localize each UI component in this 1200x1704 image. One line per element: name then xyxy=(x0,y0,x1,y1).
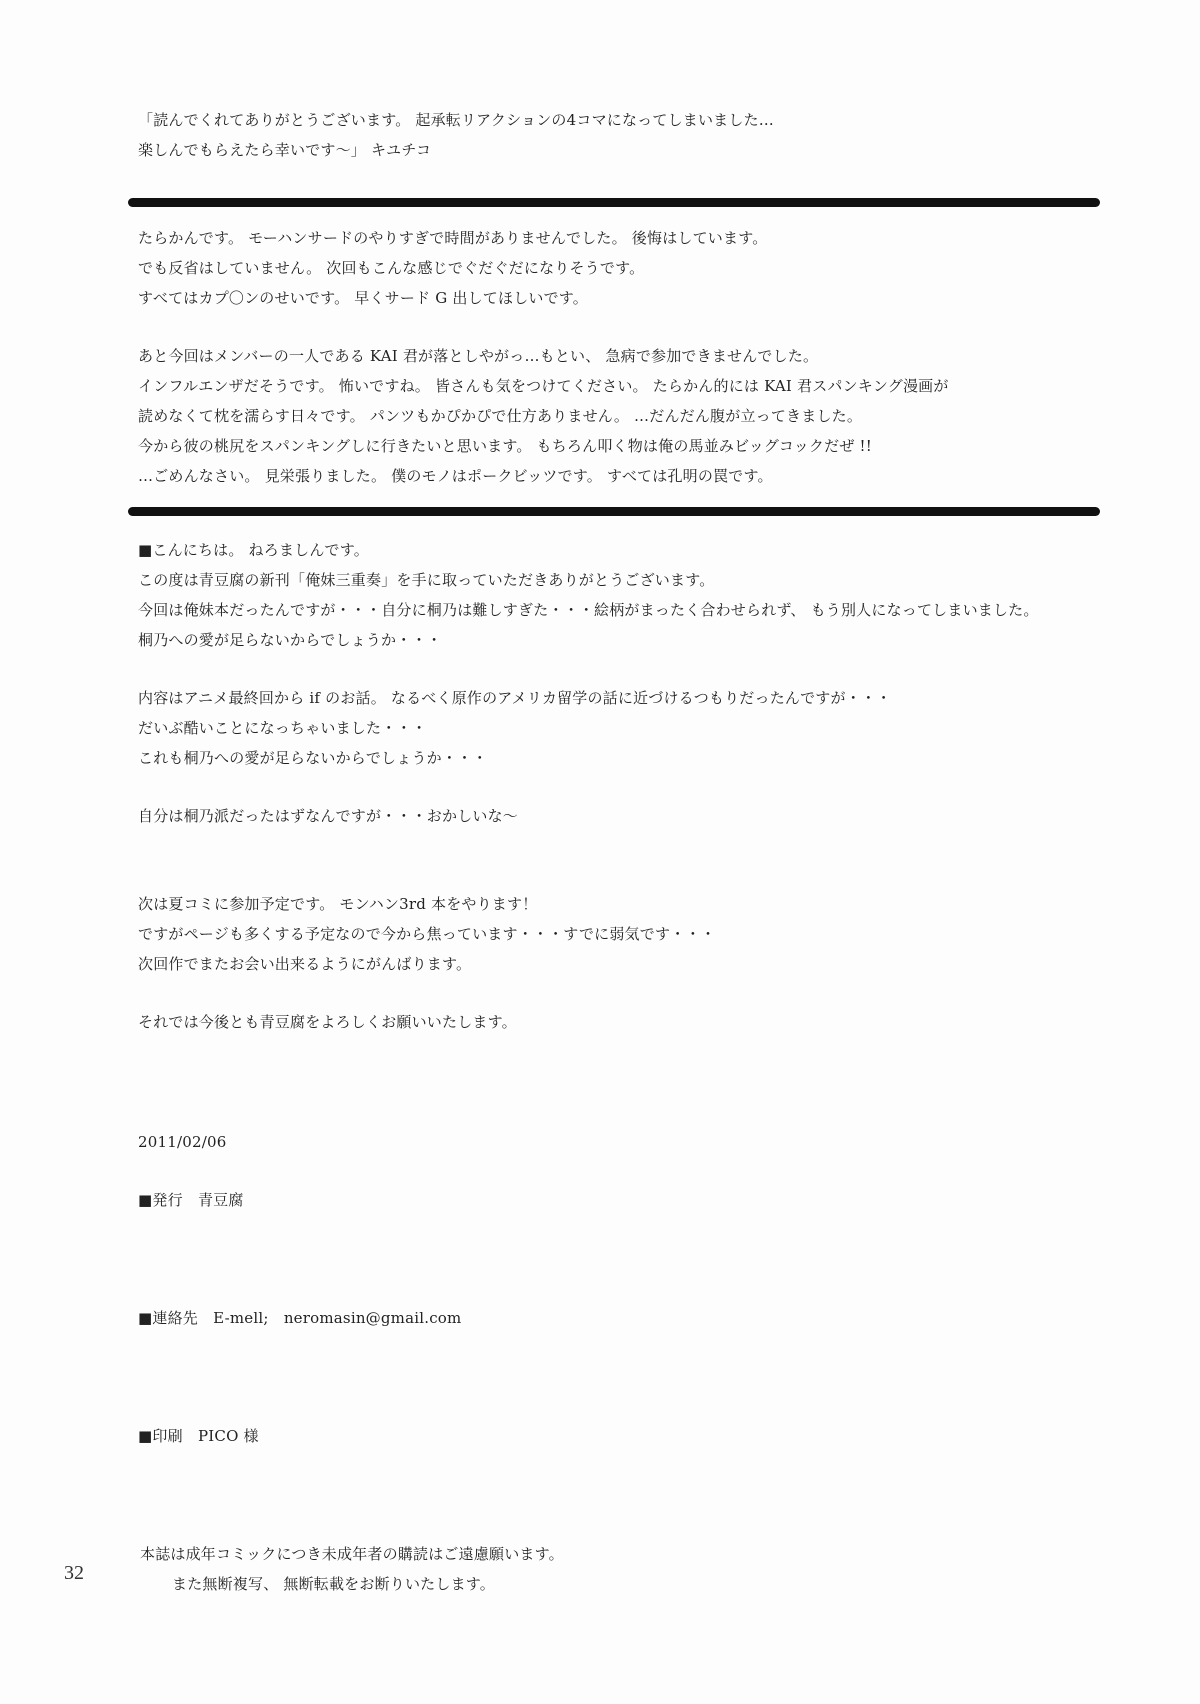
text-line: 今から彼の桃尻をスパンキングしに行きたいと思います。 もちろん叩く物は俺の馬並みビッグコックだぜ !! xyxy=(138,437,872,455)
text-line: 内容はアニメ最終回から if のお話。 なるべく原作のアメリカ留学の話に近づけるつもりだったんですが・・・ xyxy=(138,689,892,707)
text-line: だいぶ酷いことになっちゃいました・・・ xyxy=(138,719,427,737)
text-line: 読めなくて枕を濡らす日々です。 パンツもかぴかぴで仕方ありません。 …だんだん腹が立ってきました。 xyxy=(138,407,863,425)
text-line: あと今回はメンバーの一人である KAI 君が落としやがっ…もとい、 急病で参加できませんでした。 xyxy=(138,347,819,365)
text-line: たらかんです。 モーハンサードのやりすぎで時間がありませんでした。 後悔はしています。 xyxy=(138,229,768,247)
text-line: 次は夏コミに参加予定です。 モンハン3rd 本をやります！ xyxy=(138,895,538,913)
colophon-printing: ■印刷 PICO 様 xyxy=(138,1427,259,1445)
text-line: 自分は桐乃派だったはずなんですが・・・おかしいな〜 xyxy=(138,807,519,825)
text-line: すべてはカプ〇ンのせいです。 早くサード G 出してほしいです。 xyxy=(138,289,588,307)
text-line: 桐乃への愛が足らないからでしょうか・・・ xyxy=(138,631,442,649)
text-line: 楽しんでもらえたら幸いです〜」 キユチコ xyxy=(138,141,432,159)
text-line: 次回作でまたお会い出来るようにがんばります。 xyxy=(138,955,472,973)
text-line: この度は青豆腐の新刊「俺妹三重奏」を手に取っていただきありがとうございます。 xyxy=(138,571,715,589)
section-divider xyxy=(128,507,1100,516)
text-line: インフルエンザだそうです。 怖いですね。 皆さんも気をつけてください。 たらかん的には KAI 君スパンキング漫画が xyxy=(138,377,949,395)
text-line: 「読んでくれてありがとうございます。 起承転リアクションの4コマになってしまいました… xyxy=(138,111,774,129)
text-line: これも桐乃への愛が足らないからでしょうか・・・ xyxy=(138,749,488,767)
copyright-notice: また無断複写、 無断転載をお断りいたします。 xyxy=(172,1575,495,1593)
colophon-contact: ■連絡先 E-mell; neromasin@gmail.com xyxy=(138,1309,462,1327)
text-line: …ごめんなさい。 見栄張りました。 僕のモノはポークビッツです。 すべては孔明の罠です。 xyxy=(138,467,773,485)
text-line: でも反省はしていません。 次回もこんな感じでぐだぐだになりそうです。 xyxy=(138,259,645,277)
text-line: 今回は俺妹本だったんですが・・・自分に桐乃は難しすぎた・・・絵柄がまったく合わせられず、 もう別人になってしまいました。 xyxy=(138,601,1039,619)
colophon-date: 2011/02/06 xyxy=(138,1133,227,1151)
text-line: それでは今後とも青豆腐をよろしくお願いいたします。 xyxy=(138,1013,517,1031)
page-number: 32 xyxy=(64,1562,84,1584)
text-line: ■こんにちは。 ねろましんです。 xyxy=(138,541,369,559)
age-notice: 本誌は成年コミックにつき未成年者の購読はご遠慮願います。 xyxy=(140,1545,564,1563)
colophon-publisher: ■発行 青豆腐 xyxy=(138,1191,244,1209)
section-divider xyxy=(128,198,1100,207)
text-line: ですがページも多くする予定なので今から焦っています・・・すでに弱気です・・・ xyxy=(138,925,716,943)
